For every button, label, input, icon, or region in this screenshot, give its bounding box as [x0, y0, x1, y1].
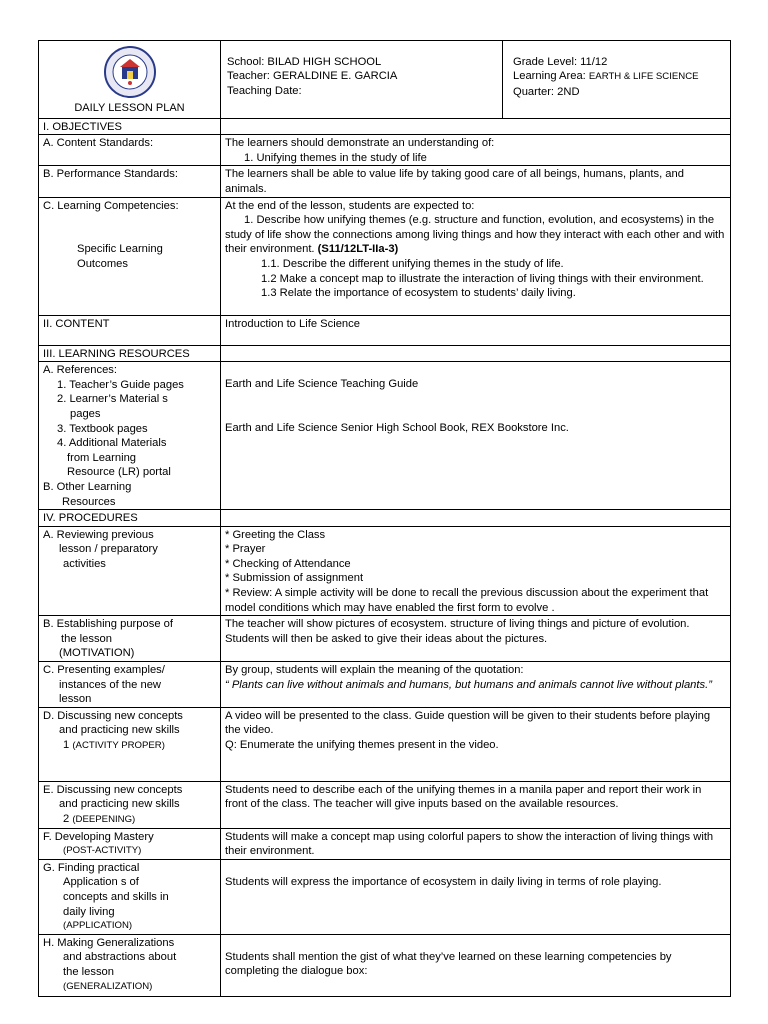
textbook-pages-label: 3. Textbook pages: [57, 422, 148, 435]
procedure-a-value: [221, 526, 731, 616]
content-standards-value: [221, 135, 731, 166]
procedure-g-row: [39, 859, 731, 934]
additional-materials-label-3: Resource (LR) portal: [67, 466, 171, 479]
procedure-d-label: [39, 707, 221, 781]
outcome-3: 1.3 Relate the importance of ecosystem to students’ daily living.: [261, 287, 576, 300]
empty-cell: [221, 118, 731, 135]
content-standards-row: [39, 135, 731, 166]
school-info-cell: [221, 41, 503, 119]
performance-standards-value: The learners shall be able to value life by taking good care of all beings, humans, plants, and animals.: [221, 166, 731, 197]
procedure-h-row: [39, 934, 731, 996]
lesson-plan-table: [38, 40, 731, 997]
other-resources-label-2: Resources: [62, 495, 116, 508]
procedure-h-text: Students shall mention the gist of what they’ve learned on these learning competencies by completing the dialogue box:: [225, 950, 672, 978]
procedure-e-tag: (DEEPENING): [72, 814, 136, 825]
procedure-g-label-line: concepts and skills in: [63, 890, 169, 903]
learning-area-value: EARTH & LIFE SCIENCE: [588, 71, 699, 83]
competencies-intro: At the end of the lesson, students are expected to:: [225, 199, 475, 212]
procedures-heading-row: [39, 510, 731, 527]
procedure-g-label-line: daily living: [63, 905, 115, 918]
references-value-cell: [221, 362, 731, 510]
header-row: [39, 41, 731, 119]
competency-text: 1. Describe how unifying themes (e.g. structure and function, evolution, and ecosystems) in the study of life show the connections among living things and how they interact with each other and with their environment.: [225, 214, 725, 256]
tg-pages-label: 1. Teacher’s Guide pages: [57, 378, 184, 391]
procedure-e-number: 2: [63, 813, 73, 825]
procedure-e-label-line: E. Discussing new concepts: [43, 783, 183, 796]
specific-outcomes-label-1: Specific Learning: [77, 243, 163, 256]
list-item: * Review: A simple activity will be done to recall the previous discussion about the experiment that model conditions which may have enabled the first form to evolve .: [225, 587, 709, 614]
procedure-e-value: Students need to describe each of the unifying themes in a manila paper and report their work in front of the class. The teacher will give inputs based on the available resources.: [221, 781, 731, 828]
procedure-h-label-line: H. Making Generalizations: [43, 936, 175, 949]
competencies-label-cell: [39, 197, 221, 315]
content-standards-item: 1. Unifying themes in the study of life: [244, 151, 427, 164]
outcome-2: 1.2 Make a concept map to illustrate the interaction of living things with their environment.: [261, 272, 704, 285]
teaching-date: Teaching Date:: [227, 84, 302, 97]
procedure-f-tag: (POST-ACTIVITY): [63, 845, 142, 857]
procedure-d-number: 1: [63, 739, 73, 751]
empty-cell: [221, 345, 731, 362]
references-row: [39, 362, 731, 510]
content-heading: II. CONTENT: [39, 315, 221, 345]
procedure-h-label: [39, 934, 221, 996]
competencies-row: [39, 197, 731, 315]
quarter: [513, 85, 726, 99]
performance-standards-label: B. Performance Standards:: [39, 166, 221, 197]
learning-area-label: Learning Area:: [513, 70, 589, 83]
performance-standards-row: [39, 166, 731, 197]
school-name: School: BILAD HIGH SCHOOL: [227, 56, 382, 68]
procedure-e-row: [39, 781, 731, 828]
quarter-value: 2ND: [557, 85, 580, 98]
quotation-text: “ Plants can live without animals and humans, but humans and animals cannot live without plants.”: [225, 678, 712, 691]
procedure-f-value: Students will make a concept map using colorful papers to show the interaction of living things with their environment.: [221, 828, 731, 859]
procedure-e-label-line: and practicing new skills: [59, 798, 180, 811]
additional-materials-label-2: from Learning: [67, 451, 137, 464]
procedure-h-tag: (GENERALIZATION): [63, 980, 153, 992]
procedure-c-label-line: lesson: [59, 693, 92, 706]
procedure-b-label: [39, 616, 221, 662]
textbook-value: Earth and Life Science Senior High School Book, REX Bookstore Inc.: [225, 421, 569, 434]
resources-heading-row: [39, 345, 731, 362]
procedure-b-label-line: the lesson: [61, 632, 112, 645]
procedure-f-label: [39, 828, 221, 859]
teacher-name: Teacher: GERALDINE E. GARCIA: [227, 70, 398, 83]
procedure-d-label-line: [43, 738, 216, 754]
quarter-label: Quarter:: [513, 85, 558, 98]
procedure-g-label-line: G. Finding practical: [43, 861, 140, 874]
resources-heading: III. LEARNING RESOURCES: [39, 345, 221, 362]
procedure-a-label: [39, 526, 221, 616]
plan-title: DAILY LESSON PLAN: [74, 102, 185, 114]
references-label-cell: [39, 362, 221, 510]
content-standards-line: The learners should demonstrate an understanding of:: [225, 137, 495, 150]
list-item: * Greeting the Class: [225, 528, 326, 541]
procedure-b-label-line: B. Establishing purpose of: [43, 618, 173, 631]
other-resources-label: B. Other Learning: [43, 480, 132, 493]
competencies-value-cell: [221, 197, 731, 315]
learning-area: [513, 69, 726, 84]
list-item: * Prayer: [225, 543, 266, 556]
additional-materials-label: 4. Additional Materials: [57, 437, 167, 450]
procedure-b-label-line: (MOTIVATION): [59, 647, 135, 660]
procedure-d-text: A video will be presented to the class. Guide question will be given to their students before playing the video.: [225, 709, 711, 737]
procedure-a-label-line: A. Reviewing previous: [43, 528, 154, 541]
lm-pages-label: 2. Learner’s Material s: [57, 393, 168, 406]
procedure-b-value: The teacher will show pictures of ecosystem. structure of living things and picture of evolution. Students will then be asked to give their ideas about the pictures.: [221, 616, 731, 662]
procedure-d-label-line: and practicing new skills: [59, 724, 180, 737]
procedure-f-row: [39, 828, 731, 859]
procedure-g-label: [39, 859, 221, 934]
competency-code: (S11/12LT-IIa-3): [317, 243, 399, 256]
procedure-c-value: [221, 662, 731, 708]
references-label: A. References:: [43, 364, 117, 377]
procedure-h-label-line: the lesson: [63, 965, 114, 978]
procedure-c-label: [39, 662, 221, 708]
procedure-h-label-line: and abstractions about: [63, 951, 177, 964]
tg-value: Earth and Life Science Teaching Guide: [225, 378, 419, 391]
grade-level: Grade Level: 11/12: [513, 56, 608, 68]
procedure-h-value: [221, 934, 731, 996]
empty-cell: [221, 510, 731, 527]
procedure-e-label-line: [43, 812, 216, 828]
procedure-g-tag: (APPLICATION): [63, 920, 133, 932]
deped-seal-icon: [101, 45, 159, 99]
procedure-d-label-line: D. Discussing new concepts: [43, 709, 183, 722]
procedure-c-row: [39, 662, 731, 708]
procedure-c-label-line: instances of the new: [59, 678, 161, 691]
list-item: * Submission of assignment: [225, 572, 364, 585]
competency-main: [225, 213, 726, 257]
procedure-a-row: [39, 526, 731, 616]
seal-cell: [39, 41, 221, 119]
content-standards-label: A. Content Standards:: [39, 135, 221, 166]
procedure-a-label-line: lesson / preparatory: [59, 543, 158, 556]
lesson-plan-document: [38, 40, 730, 997]
grade-info-cell: [503, 41, 731, 119]
objectives-heading-row: [39, 118, 731, 135]
specific-outcomes-label-2: Outcomes: [77, 257, 128, 270]
procedure-b-row: [39, 616, 731, 662]
content-row: [39, 315, 731, 345]
procedures-heading: IV. PROCEDURES: [39, 510, 221, 527]
procedure-d-tag: (ACTIVITY PROPER): [72, 740, 165, 751]
procedure-g-label-line: Application s of: [63, 876, 139, 889]
guide-question: Q: Enumerate the unifying themes present in the video.: [225, 739, 499, 751]
procedure-e-label: [39, 781, 221, 828]
content-value: Introduction to Life Science: [221, 315, 731, 345]
procedure-g-text: Students will express the importance of ecosystem in daily living in terms of role playing.: [225, 875, 662, 888]
quotation-intro: By group, students will explain the meaning of the quotation:: [225, 664, 524, 677]
procedure-d-row: [39, 707, 731, 781]
procedure-g-value: [221, 859, 731, 934]
procedure-f-label-line: F. Developing Mastery: [43, 830, 154, 843]
list-item: * Checking of Attendance: [225, 557, 351, 570]
competencies-label: C. Learning Competencies:: [43, 199, 179, 212]
lm-pages-label-2: pages: [70, 407, 101, 420]
procedure-d-value: [221, 707, 731, 781]
procedure-c-label-line: C. Presenting examples/: [43, 664, 165, 677]
procedure-a-label-line: activities: [63, 557, 106, 570]
objectives-heading: I. OBJECTIVES: [39, 118, 221, 135]
outcome-1: 1.1. Describe the different unifying themes in the study of life.: [261, 257, 564, 270]
